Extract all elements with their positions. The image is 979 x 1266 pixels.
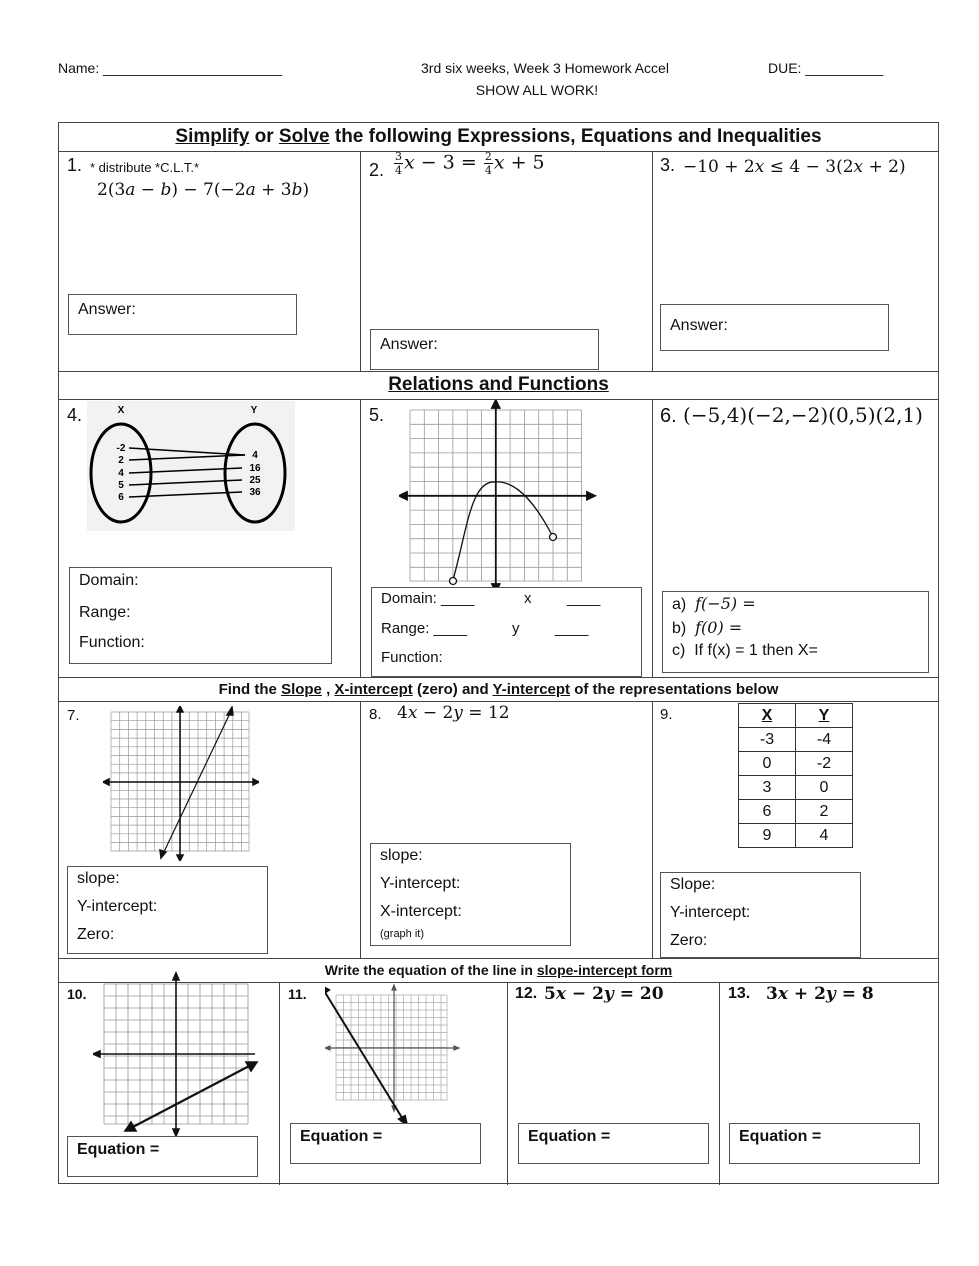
answer-box[interactable]: Answer: <box>68 294 297 335</box>
equation-box[interactable]: Equation = <box>67 1136 258 1177</box>
due-date-label: DUE: __________ <box>768 60 884 76</box>
svg-text:5: 5 <box>118 480 124 491</box>
worksheet-table <box>58 122 939 1184</box>
problem-expression: $\frac{3}{4}$ x − 3 = $\frac{2}{4}$ x + 5 <box>395 150 545 177</box>
domain-range-box[interactable]: Domain: Range: Function: <box>69 567 332 664</box>
equation-box[interactable]: Equation = <box>290 1123 481 1164</box>
equation-box[interactable]: Equation = <box>518 1123 709 1164</box>
line-graph <box>325 983 461 1123</box>
section-title-simplify: Simplify or Solve the following Expressions, Equations and Inequalities <box>175 126 822 147</box>
slope-answers-box[interactable]: Slope: Y-intercept: Zero: <box>660 872 861 958</box>
svg-text:6: 6 <box>118 492 124 503</box>
svg-text:-2: -2 <box>116 443 126 454</box>
answer-box[interactable]: Answer: <box>660 304 889 351</box>
line-graph <box>93 971 263 1137</box>
slope-answers-box[interactable]: slope: Y-intercept: X-intercept: (graph it) <box>370 843 571 946</box>
svg-text:4: 4 <box>118 468 124 479</box>
problem-number: 13. <box>728 985 751 1002</box>
section-title-relations: Relations and Functions <box>388 374 609 395</box>
svg-text:2: 2 <box>118 455 124 466</box>
problem-number: 3. <box>660 155 676 175</box>
problem-equation: 5x − 2y = 20 <box>544 984 664 1004</box>
problem-number: 2. <box>369 160 385 180</box>
svg-text:36: 36 <box>249 487 261 498</box>
line-graph <box>103 706 259 861</box>
svg-text:Y: Y <box>250 405 258 416</box>
function-questions-box[interactable]: a) f(−5) = b) f(0) = c) If f(x) = 1 then X= <box>662 591 929 673</box>
svg-text:16: 16 <box>249 463 261 474</box>
section-title-slope-intercept: Write the equation of the line in slope-intercept form <box>324 962 673 978</box>
problem-number: 7. <box>67 707 80 724</box>
problem-expression: 2(3a − b) − 7(−2a + 3b) <box>97 180 310 200</box>
section-title-slope: Find the Slope , X-intercept (zero) and Y-intercept of the representations below <box>218 681 779 698</box>
problem-number: 4. <box>67 405 83 425</box>
problem-points: 6. (−5,4)(−2,−2)(0,5)(2,1) <box>660 403 923 427</box>
problem-number: 10. <box>67 986 87 1002</box>
domain-range-box[interactable]: Domain: ____ x ____ Range: ____ y ____ Function: <box>371 587 642 677</box>
instructions-subtitle: SHOW ALL WORK! <box>475 82 599 98</box>
mapping-diagram <box>87 401 295 531</box>
problem-number: 9. <box>660 706 673 723</box>
answer-box[interactable]: Answer: <box>370 329 599 370</box>
problem-hint: * distribute *C.L.T.* <box>90 160 200 175</box>
problem-number: 12. <box>515 985 538 1002</box>
problem-number: 11. <box>288 986 307 1002</box>
svg-text:25: 25 <box>249 475 261 486</box>
problem-equation: 3x + 2y = 8 <box>766 984 874 1004</box>
name-field-label: Name: _______________________ <box>58 60 283 76</box>
assignment-title: 3rd six weeks, Week 3 Homework Accel <box>421 60 669 76</box>
problem-number: 1. <box>67 155 83 175</box>
problem-expression: −10 + 2x ≤ 4 − 3(2x + 2) <box>683 157 906 177</box>
problem-number: 8. <box>369 706 382 723</box>
problem-number: 5. <box>369 405 385 425</box>
svg-text:4: 4 <box>252 450 258 461</box>
svg-text:X: X <box>117 405 125 416</box>
problem-equation: 4x − 2y = 12 <box>397 703 510 723</box>
parabola-graph <box>399 400 599 590</box>
slope-answers-box[interactable]: slope: Y-intercept: Zero: <box>67 866 268 954</box>
xy-table: X Y -3 -4 0 -2 3 0 6 2 9 4 <box>738 703 853 848</box>
equation-box[interactable]: Equation = <box>729 1123 920 1164</box>
